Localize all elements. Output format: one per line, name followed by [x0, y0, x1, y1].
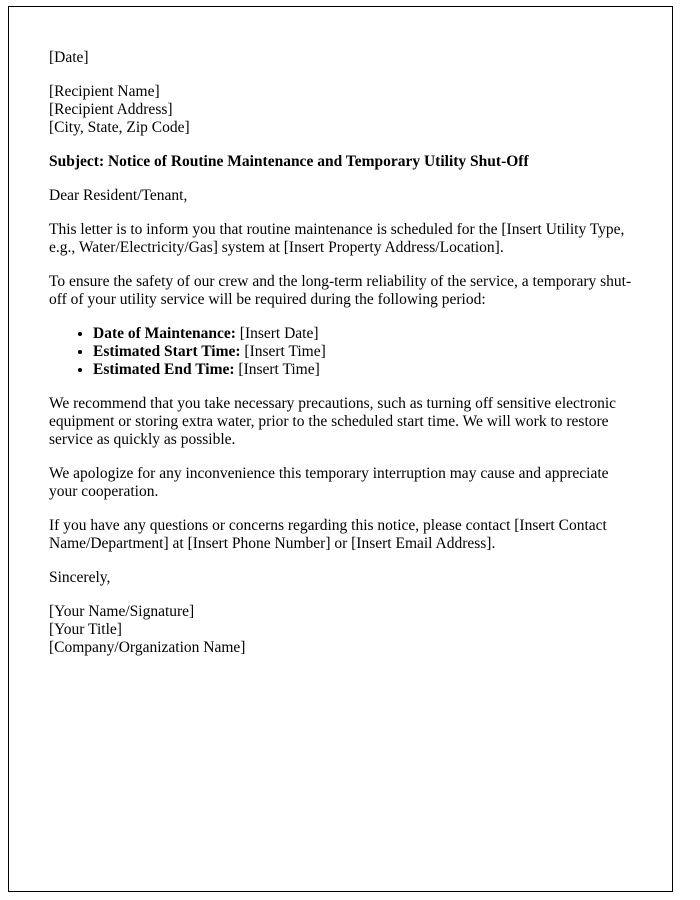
paragraph-intro: This letter is to inform you that routine maintenance is scheduled for the [Insert Utility Type, e.g., Water/Electricity/Gas] system at [Insert Property Address/Location]. [49, 221, 625, 256]
recipient-city-state-zip: [City, State, Zip Code] [49, 119, 190, 136]
signature-block [49, 603, 632, 657]
bullet-label: Date of Maintenance: [93, 325, 236, 342]
bullet-label: Estimated Start Time: [93, 343, 241, 360]
list-item [93, 343, 632, 361]
bullet-value: [Insert Time] [244, 343, 326, 360]
recipient-name: [Recipient Name] [49, 83, 160, 100]
subject-line: Subject: Notice of Routine Maintenance and Temporary Utility Shut-Off [49, 153, 529, 170]
letter-page [8, 6, 673, 892]
signature-company: [Company/Organization Name] [49, 639, 246, 656]
bullet-value: [Insert Time] [238, 361, 320, 378]
maintenance-details-list [49, 325, 632, 379]
salutation: Dear Resident/Tenant, [49, 187, 188, 204]
list-item [93, 325, 632, 343]
bullet-value: [Insert Date] [239, 325, 319, 342]
recipient-block [49, 83, 632, 137]
closing: Sincerely, [49, 569, 111, 586]
list-item [93, 361, 632, 379]
paragraph-contact: If you have any questions or concerns regarding this notice, please contact [Insert Contact Name/Department] at [Insert Phone Number] or [Insert Email Address]. [49, 517, 607, 552]
paragraph-precautions: We recommend that you take necessary precautions, such as turning off sensitive electronic equipment or storing extra water, prior to the scheduled start time. We will work to restore service as quickly as possible. [49, 395, 617, 448]
paragraph-apology: We apologize for any inconvenience this temporary interruption may cause and appreciate your cooperation. [49, 465, 609, 500]
signature-title: [Your Title] [49, 621, 122, 638]
letter-date: [Date] [49, 49, 89, 66]
recipient-address: [Recipient Address] [49, 101, 173, 118]
signature-name: [Your Name/Signature] [49, 603, 195, 620]
paragraph-period: To ensure the safety of our crew and the long-term reliability of the service, a temporary shut-off of your utility service will be required during the following period: [49, 273, 632, 308]
bullet-label: Estimated End Time: [93, 361, 235, 378]
